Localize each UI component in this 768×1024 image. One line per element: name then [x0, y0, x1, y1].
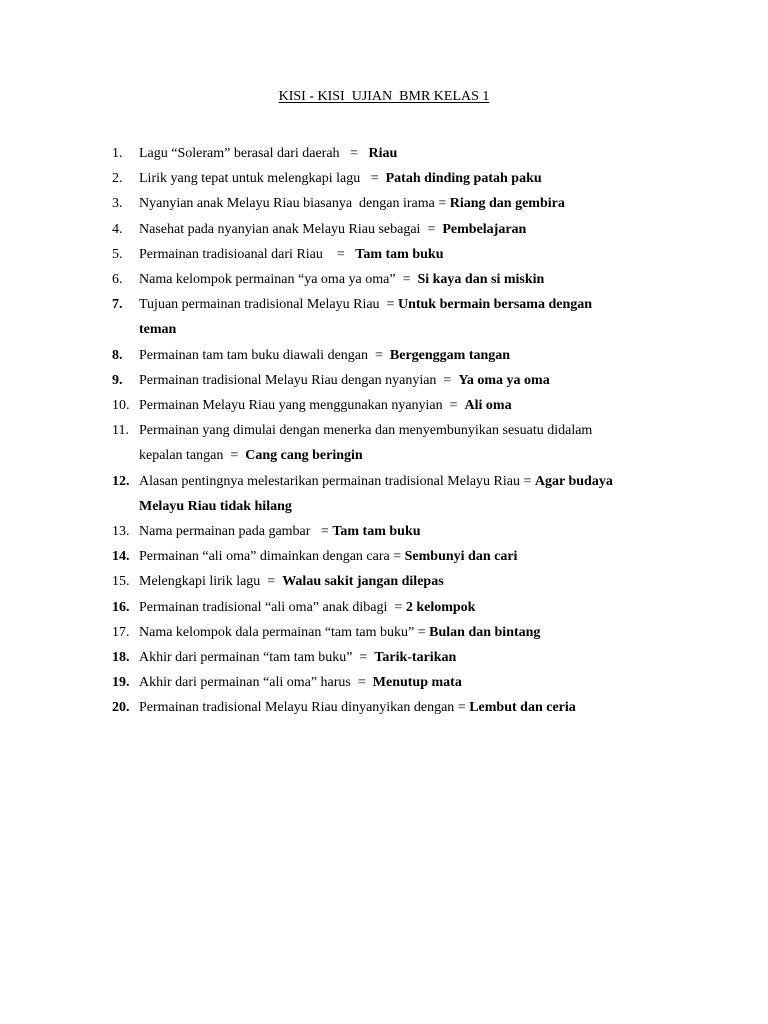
- item-line: [139, 267, 692, 292]
- item-question: Nama kelompok permainan “ya oma ya oma” =: [139, 272, 418, 288]
- item-answer: Si kaya dan si miskin: [417, 272, 545, 288]
- list-item: [112, 469, 692, 519]
- item-question: Tujuan permainan tradisional Melayu Riau =: [139, 297, 398, 313]
- list-item: [112, 242, 692, 267]
- item-number: 20.: [112, 700, 130, 716]
- item-line: [139, 242, 692, 267]
- item-number: 3.: [112, 196, 123, 212]
- item-number: 17.: [112, 624, 130, 640]
- page-title: KISI - KISI UJIAN BMR KELAS 1: [278, 89, 490, 104]
- item-answer: Ya oma ya oma: [458, 372, 550, 388]
- item-answer: Tam tam buku: [332, 524, 421, 540]
- item-line: [139, 368, 692, 393]
- list-item: [112, 595, 692, 620]
- item-question: Nyanyian anak Melayu Riau biasanya dengan irama =: [139, 196, 450, 212]
- item-number: 16.: [112, 599, 130, 615]
- item-line: [139, 519, 692, 544]
- item-number: 7.: [112, 297, 123, 313]
- item-line: [139, 645, 692, 670]
- list-item: [112, 620, 692, 645]
- item-line: [139, 469, 692, 494]
- list-item: [112, 418, 692, 468]
- list-item: [112, 670, 692, 695]
- list-item: [112, 343, 692, 368]
- item-answer: Bulan dan bintang: [429, 624, 541, 640]
- item-line: [139, 393, 692, 418]
- item-question: Permainan tradisional Melayu Riau dinyanyikan dengan =: [139, 700, 470, 716]
- item-answer: Patah dinding patah paku: [385, 171, 542, 187]
- item-number: 1.: [112, 146, 123, 161]
- item-answer: Lembut dan ceria: [469, 700, 576, 716]
- item-question: Lirik yang tepat untuk melengkapi lagu =: [139, 171, 386, 187]
- list-item: [112, 141, 692, 166]
- item-answer: Untuk bermain bersama dengan: [397, 297, 593, 313]
- item-question: Permainan tradisional “ali oma” anak dibagi =: [139, 599, 406, 615]
- item-question: Melengkapi lirik lagu =: [139, 574, 283, 590]
- item-answer: Riau: [368, 146, 398, 161]
- item-line: [139, 595, 692, 620]
- item-question: Akhir dari permainan “ali oma” harus =: [139, 675, 373, 691]
- item-number: 10.: [112, 398, 130, 414]
- item-number: 14.: [112, 549, 130, 565]
- item-number: 13.: [112, 524, 130, 540]
- item-question: Nasehat pada nyanyian anak Melayu Riau sebagai =: [139, 221, 443, 237]
- item-question: Alasan pentingnya melestarikan permainan tradisional Melayu Riau =: [139, 473, 535, 489]
- item-answer: Walau sakit jangan dilepas: [282, 574, 444, 590]
- item-number: 15.: [112, 574, 130, 590]
- item-line: [139, 418, 692, 443]
- item-line: [139, 191, 692, 216]
- item-line: [139, 317, 692, 342]
- list-item: [112, 267, 692, 292]
- item-answer: Cang cang beringin: [245, 448, 363, 464]
- item-question: Permainan yang dimulai dengan menerka dan menyembunyikan sesuatu didalam: [139, 423, 593, 439]
- item-number: 2.: [112, 171, 123, 187]
- list-item: [112, 166, 692, 191]
- list-item: [112, 645, 692, 670]
- item-question: Akhir dari permainan “tam tam buku” =: [139, 650, 375, 666]
- list-item: [112, 393, 692, 418]
- item-answer: Menutup mata: [372, 675, 462, 691]
- item-question-continued: kepalan tangan =: [139, 448, 246, 464]
- item-line: [139, 217, 692, 242]
- item-number: 4.: [112, 221, 123, 237]
- item-question: Lagu “Soleram” berasal dari daerah =: [139, 146, 369, 161]
- item-question: Permainan Melayu Riau yang menggunakan nyanyian =: [139, 398, 465, 414]
- item-line: [139, 166, 692, 191]
- list-item: [112, 569, 692, 594]
- item-line: [139, 494, 692, 519]
- item-number: 6.: [112, 272, 123, 288]
- item-number: 5.: [112, 246, 123, 262]
- item-question: Permainan tradisional Melayu Riau dengan nyanyian =: [139, 372, 459, 388]
- item-answer: Agar budaya: [534, 473, 613, 489]
- list-item: [112, 695, 692, 720]
- item-answer: Bergenggam tangan: [389, 347, 511, 363]
- item-number: 12.: [112, 473, 130, 489]
- item-answer: Sembunyi dan cari: [404, 549, 518, 565]
- list-item: [112, 544, 692, 569]
- item-question: Permainan tradisioanal dari Riau =: [139, 246, 356, 262]
- list-item: [112, 519, 692, 544]
- item-line: [139, 695, 692, 720]
- item-answer: Tam tam buku: [355, 246, 444, 262]
- item-line: [139, 620, 692, 645]
- item-number: 9.: [112, 372, 123, 388]
- question-list: [112, 141, 692, 721]
- item-question: Nama permainan pada gambar =: [139, 524, 333, 540]
- item-question: Permainan tam tam buku diawali dengan =: [139, 347, 390, 363]
- item-number: 19.: [112, 675, 130, 691]
- list-item: [112, 217, 692, 242]
- list-item: [112, 191, 692, 216]
- item-question: Permainan “ali oma” dimainkan dengan cara =: [139, 549, 405, 565]
- list-item: [112, 368, 692, 393]
- item-answer: Riang dan gembira: [449, 196, 565, 212]
- item-answer: 2 kelompok: [405, 599, 476, 615]
- item-line: [139, 544, 692, 569]
- item-line: [139, 443, 692, 468]
- item-line: [139, 141, 692, 166]
- item-line: [139, 670, 692, 695]
- item-answer: Ali oma: [464, 398, 512, 414]
- item-number: 8.: [112, 347, 123, 363]
- item-answer: Tarik-tarikan: [374, 650, 457, 666]
- item-question: Nama kelompok dala permainan “tam tam buku” =: [139, 624, 430, 640]
- item-answer-continued: Melayu Riau tidak hilang: [139, 498, 292, 514]
- item-answer: Pembelajaran: [442, 221, 527, 237]
- item-number: 18.: [112, 650, 130, 666]
- item-line: [139, 292, 692, 317]
- list-item: [112, 292, 692, 342]
- item-answer-continued: teman: [139, 322, 177, 338]
- item-number: 11.: [112, 423, 129, 439]
- item-line: [139, 569, 692, 594]
- item-line: [139, 343, 692, 368]
